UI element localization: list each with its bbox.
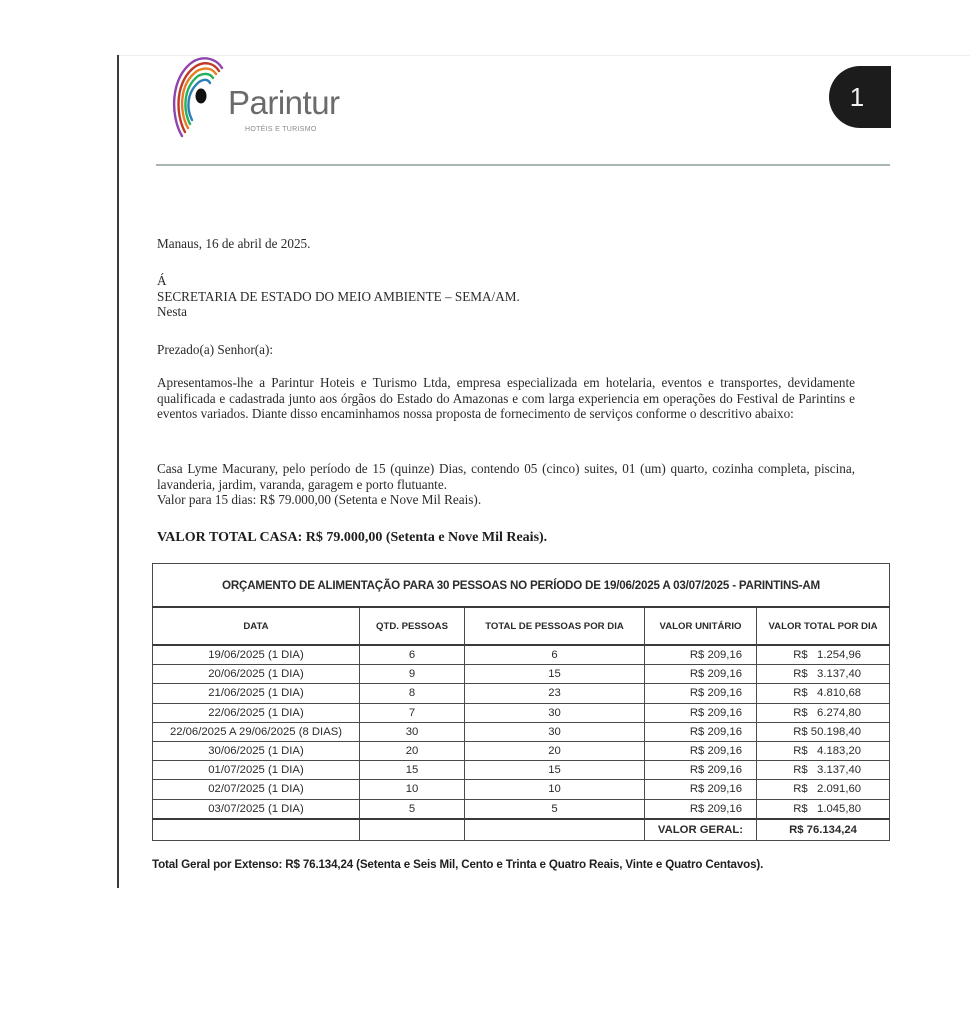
cell-date: 02/07/2025 (1 DIA) [153,780,360,799]
table-header-row [153,607,890,645]
greeting: Prezado(a) Senhor(a): [157,342,274,357]
table-row [153,645,890,665]
cell-valor-unitario: R$ 209,16 [645,780,757,799]
cell-total-pessoas: 15 [465,761,645,780]
cell-valor-total-dia: R$ 3.137,40 [757,761,890,780]
cell-valor-total-dia: R$ 1.045,80 [757,799,890,819]
cell-date: 22/06/2025 (1 DIA) [153,703,360,722]
table-row [153,741,890,760]
cell-valor-total-dia: R$ 4.183,20 [757,741,890,760]
table-row [153,761,890,780]
table-row [153,780,890,799]
table-title-row [153,564,890,608]
column-header-total-dia: VALOR TOTAL POR DIA [757,607,890,645]
cell-date: 03/07/2025 (1 DIA) [153,799,360,819]
cell-valor-unitario: R$ 209,16 [645,799,757,819]
summary-empty-cell [360,819,465,841]
letter-date: Manaus, 16 de abril de 2025. [157,236,311,251]
cell-valor-unitario: R$ 209,16 [645,722,757,741]
food-budget-table [152,563,890,841]
company-logo [172,56,362,140]
intro-paragraph: Apresentamos-lhe a Parintur Hoteis e Turismo Ltda, empresa especializada em hotelaria, eventos e transportes, devidamente qualificada e cadastrada junto aos órgãos do Estado do Amazonas e com larga experiencia em operações do Festival de Parintins e eventos variados. Diante disso encaminhamos nossa proposta de fornecimento de serviços conforme o descritivo abaixo: [157,375,855,421]
cell-total-pessoas: 5 [465,799,645,819]
cell-qtd-pessoas: 10 [360,780,465,799]
cell-qtd-pessoas: 9 [360,665,465,684]
cell-qtd-pessoas: 30 [360,722,465,741]
cell-qtd-pessoas: 20 [360,741,465,760]
summary-value: R$ 76.134,24 [757,819,890,841]
page-number: 1 [849,81,865,112]
house-description: Casa Lyme Macurany, pelo período de 15 (quinze) Dias, contendo 05 (cinco) suites, 01 (um) quarto, cozinha completa, piscina, lavanderia, jardim, varanda, garagem e porto flutuante. [157,461,855,492]
cell-valor-total-dia: R$ 4.810,68 [757,684,890,703]
cell-qtd-pessoas: 15 [360,761,465,780]
cell-date: 01/07/2025 (1 DIA) [153,761,360,780]
header-divider [156,164,890,166]
house-total: VALOR TOTAL CASA: R$ 79.000,00 (Setenta e Nove Mil Reais). [157,530,548,545]
cell-total-pessoas: 30 [465,722,645,741]
house-value: Valor para 15 dias: R$ 79.000,00 (Setenta e Nove Mil Reais). [157,492,482,507]
cell-qtd-pessoas: 6 [360,645,465,665]
cell-valor-unitario: R$ 209,16 [645,741,757,760]
cell-total-pessoas: 20 [465,741,645,760]
cell-total-pessoas: 30 [465,703,645,722]
recipient-name: SECRETARIA DE ESTADO DO MEIO AMBIENTE – SEMA/AM. [157,288,520,304]
cell-date: 30/06/2025 (1 DIA) [153,741,360,760]
table-row [153,665,890,684]
cell-total-pessoas: 15 [465,665,645,684]
table-row [153,703,890,722]
cell-valor-total-dia: R$ 2.091,60 [757,780,890,799]
cell-date: 21/06/2025 (1 DIA) [153,684,360,703]
column-header-total-pessoas: TOTAL DE PESSOAS POR DIA [465,607,645,645]
page-number-badge [829,66,891,128]
column-header-unitario: VALOR UNITÁRIO [645,607,757,645]
summary-empty-cell [153,819,360,841]
recipient-location: Nesta [157,304,188,319]
logo-wordmark: Parintur [228,84,340,121]
cell-qtd-pessoas: 8 [360,684,465,703]
cell-total-pessoas: 23 [465,684,645,703]
table-row [153,799,890,819]
column-header-qtd: QTD. PESSOAS [360,607,465,645]
recipient-block [157,273,520,320]
summary-empty-cell [465,819,645,841]
cell-valor-unitario: R$ 209,16 [645,684,757,703]
cell-total-pessoas: 10 [465,780,645,799]
cell-date: 22/06/2025 A 29/06/2025 (8 DIAS) [153,722,360,741]
cell-valor-total-dia: R$ 6.274,80 [757,703,890,722]
cell-date: 20/06/2025 (1 DIA) [153,665,360,684]
total-in-words: Total Geral por Extenso: R$ 76.134,24 (Setenta e Seis Mil, Cento e Trinta e Quatro Reais, Vinte e Quatro Centavos). [152,858,764,871]
cell-total-pessoas: 6 [465,645,645,665]
cell-date: 19/06/2025 (1 DIA) [153,645,360,665]
cell-qtd-pessoas: 5 [360,799,465,819]
cell-valor-unitario: R$ 209,16 [645,665,757,684]
table-title: ORÇAMENTO DE ALIMENTAÇÃO PARA 30 PESSOAS NO PERÍODO DE 19/06/2025 A 03/07/2025 - PARINTINS-AM [153,564,890,608]
cell-qtd-pessoas: 7 [360,703,465,722]
cell-valor-unitario: R$ 209,16 [645,645,757,665]
column-header-data: DATA [153,607,360,645]
table-row [153,684,890,703]
logo-tagline: HOTÉIS E TURISMO [245,126,317,133]
rainbow-swirl-icon [172,56,232,140]
table-summary-row [153,819,890,841]
house-paragraph [157,461,855,508]
cell-valor-unitario: R$ 209,16 [645,761,757,780]
summary-label: VALOR GERAL: [645,819,757,841]
cell-valor-total-dia: R$ 3.137,40 [757,665,890,684]
cell-valor-total-dia: R$ 1.254,96 [757,645,890,665]
cell-valor-unitario: R$ 209,16 [645,703,757,722]
cell-valor-total-dia: R$ 50.198,40 [757,722,890,741]
page-left-edge [117,55,119,888]
recipient-prefix: Á [157,273,167,288]
table-row [153,722,890,741]
